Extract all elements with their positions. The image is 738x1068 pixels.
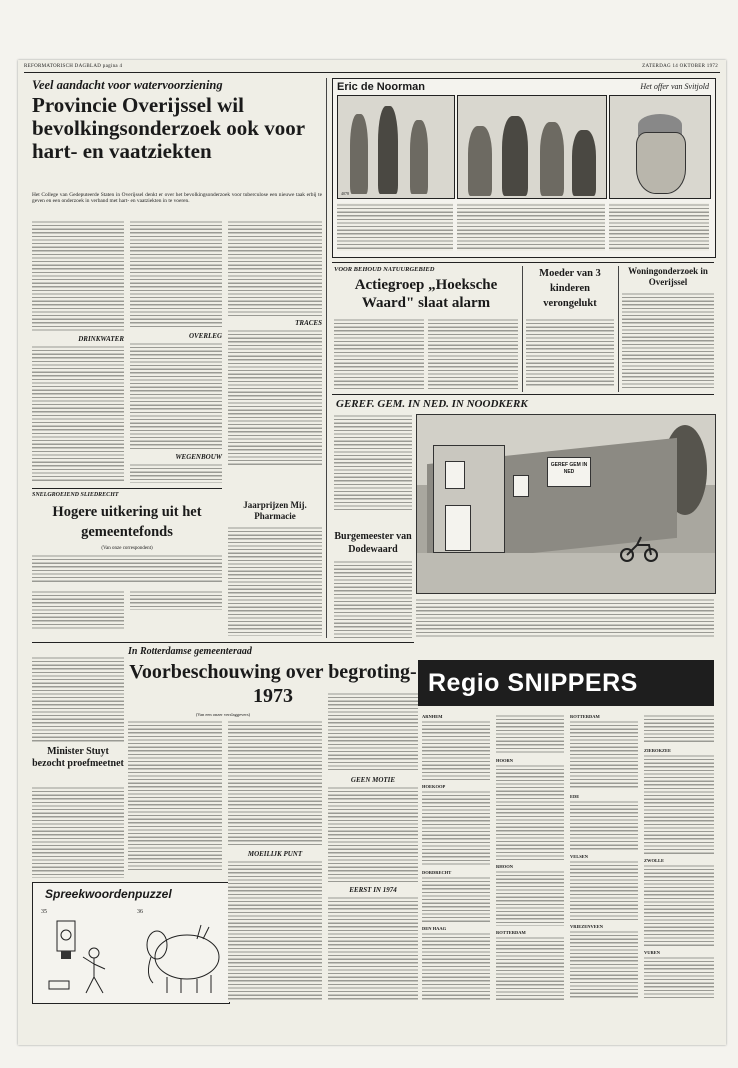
woning-headline: Woningonderzoek in Overijssel bbox=[628, 266, 708, 287]
subhead-drinkwater: DRINKWATER bbox=[78, 335, 124, 343]
sliedrecht-kicker: SNELGROEIEND SLIEDRECHT bbox=[32, 492, 119, 498]
puzzle-drawing-scale-man bbox=[39, 917, 129, 999]
overijssel-column-2 bbox=[130, 220, 222, 328]
paper-name: REFORMATORISCH DAGBLAD pagina 4 bbox=[24, 64, 123, 69]
rotterdam-col-2b bbox=[228, 860, 322, 1002]
regio-text bbox=[496, 764, 564, 860]
divider-3 bbox=[618, 266, 619, 392]
regio-text bbox=[644, 956, 714, 1000]
regio-snippers-banner: Regio SNIPPERS bbox=[418, 660, 714, 706]
regio-text bbox=[422, 720, 490, 780]
issue-date: ZATERDAG 14 OKTOBER 1972 bbox=[642, 64, 718, 69]
regio-town: HOEKOOP bbox=[422, 784, 446, 789]
hoeksche-col-cont bbox=[334, 414, 412, 512]
section-rule-4 bbox=[332, 394, 714, 395]
regio-town: ARNHEM bbox=[422, 714, 443, 719]
comic-panel-3 bbox=[609, 95, 711, 199]
regio-text bbox=[570, 930, 638, 1000]
section-rule-3 bbox=[332, 262, 714, 263]
masthead-rule bbox=[24, 72, 720, 73]
regio-town: VELSEN bbox=[570, 854, 589, 859]
comic-caption-2 bbox=[457, 203, 605, 251]
comic-strip bbox=[332, 78, 716, 258]
subhead-eerst-in-1974: EERST IN 1974 bbox=[349, 886, 397, 894]
regio-town: DEN HAAG bbox=[422, 926, 447, 931]
regio-col-3 bbox=[570, 714, 638, 1002]
church-caption bbox=[416, 598, 714, 638]
comic-title: Eric de Noorman bbox=[337, 81, 426, 93]
regio-text bbox=[422, 932, 490, 1000]
puzzle-drawing-elephant bbox=[137, 917, 225, 999]
regio-text bbox=[570, 860, 638, 920]
rotterdam-byline: (Van een onzer verslaggevers) bbox=[195, 712, 251, 717]
hoeksche-headline: Actiegroep „Hoeksche Waard" slaat alarm bbox=[354, 277, 498, 311]
hoeksche-col-1 bbox=[334, 318, 424, 390]
regio-text bbox=[644, 864, 714, 946]
rotterdam-headline: Voorbeschouwing over begroting-1973 bbox=[129, 661, 417, 707]
sliedrecht-col-1 bbox=[32, 590, 124, 630]
comic-caption-3 bbox=[609, 203, 709, 251]
section-rule bbox=[32, 488, 222, 489]
newspaper-page bbox=[18, 60, 726, 1045]
column-divider bbox=[326, 78, 327, 638]
regio-town: ROTTERDAM bbox=[496, 930, 526, 935]
rotterdam-col-2 bbox=[228, 720, 322, 846]
regio-text bbox=[570, 720, 638, 790]
sliedrecht-headline: Hogere uitkering uit het gemeentefonds bbox=[52, 504, 202, 540]
church-sign: GEREF GEM IN NED bbox=[547, 457, 591, 487]
regio-town: VRIEZENVEEN bbox=[570, 924, 604, 929]
subhead-traces: TRACES bbox=[295, 319, 322, 327]
sliedrecht-col-2 bbox=[130, 590, 222, 610]
overijssel-column-2b bbox=[130, 342, 222, 450]
woning-body bbox=[622, 292, 714, 388]
puzzle-number-1: 35 bbox=[41, 909, 47, 915]
overijssel-column-1b bbox=[32, 345, 124, 483]
pharmacie-body bbox=[228, 526, 322, 636]
regio-text bbox=[422, 876, 490, 922]
regio-town: ROTTERDAM bbox=[570, 714, 600, 719]
rotterdam-col-3b bbox=[328, 786, 418, 882]
regio-town: EDE bbox=[570, 794, 580, 799]
comic-number: 4078 bbox=[341, 191, 349, 196]
divider-2 bbox=[522, 266, 523, 392]
regio-col-2 bbox=[496, 714, 564, 1002]
comic-panel-1 bbox=[337, 95, 455, 199]
overijssel-column-3 bbox=[228, 220, 322, 316]
motorbike bbox=[619, 535, 659, 563]
regio-town: ZWOLLE bbox=[644, 858, 665, 863]
comic-subtitle: Het offer van Svitjold bbox=[640, 82, 709, 91]
regio-text bbox=[644, 754, 714, 854]
sliedrecht-col-1-cont bbox=[32, 656, 124, 742]
overijssel-headline: Provincie Overijssel wil bevolkingsonderzoek ook voor hart- en vaatziekten bbox=[32, 93, 305, 163]
overijssel-column-3b bbox=[228, 329, 322, 465]
regio-town: DORDRECHT bbox=[422, 870, 452, 875]
regio-text bbox=[496, 870, 564, 926]
regio-town: HOORN bbox=[496, 758, 514, 763]
regio-town: ZIEROKZEE bbox=[644, 748, 672, 753]
rotterdam-kicker: In Rotterdamse gemeenteraad bbox=[128, 646, 252, 657]
regio-text bbox=[644, 714, 714, 744]
hoeksche-kicker: VOOR BEHOUD NATUURGEBIED bbox=[334, 266, 435, 273]
comic-panel-2 bbox=[457, 95, 607, 199]
minister-body bbox=[32, 786, 124, 878]
rotterdam-col-1 bbox=[128, 720, 222, 870]
rotterdam-col-3 bbox=[328, 692, 418, 772]
subhead-overleg: OVERLEG bbox=[188, 332, 222, 340]
subhead-geen-motie: GEEN MOTIE bbox=[350, 776, 396, 784]
comic-caption-1 bbox=[337, 203, 453, 251]
hoeksche-col-2 bbox=[428, 318, 518, 390]
regio-text bbox=[496, 714, 564, 754]
puzzle-box bbox=[32, 882, 230, 1004]
dodewaard-body bbox=[334, 560, 412, 638]
overijssel-kicker: Veel aandacht voor watervoorziening bbox=[32, 78, 223, 92]
regio-col-4 bbox=[644, 714, 714, 1002]
church-photo bbox=[416, 414, 716, 594]
puzzle-title: Spreekwoordenpuzzel bbox=[45, 887, 172, 901]
overijssel-column-2c bbox=[130, 463, 222, 483]
section-rule-5 bbox=[32, 642, 414, 643]
sliedrecht-byline: (Van onze correspondent) bbox=[101, 546, 153, 551]
regio-text bbox=[570, 800, 638, 850]
regio-town: RHOON bbox=[496, 864, 514, 869]
overijssel-column-1 bbox=[32, 220, 124, 332]
minister-headline: Minister Stuyt bezocht proefmeetnet bbox=[32, 746, 124, 769]
kerk-headline: GEREF. GEM. IN NED. IN NOODKERK bbox=[336, 398, 528, 410]
subhead-moeilijk-punt: MOEILIJK PUNT bbox=[247, 850, 303, 858]
pharmacie-headline: Jaarprijzen Mij. Pharmacie bbox=[243, 500, 307, 521]
moeder-headline: Moeder van 3 kinderen verongelukt bbox=[539, 268, 601, 309]
regio-text bbox=[496, 936, 564, 1000]
regio-columns bbox=[422, 714, 714, 1002]
rotterdam-col-3c bbox=[328, 896, 418, 1002]
regio-text bbox=[422, 790, 490, 866]
regio-col-1 bbox=[422, 714, 490, 1002]
dodewaard-headline: Burgemeester van Dodewaard bbox=[334, 531, 412, 555]
regio-town: VUREN bbox=[644, 950, 661, 955]
sliedrecht-lead bbox=[32, 554, 222, 584]
subhead-wegenbouw: WEGENBOUW bbox=[175, 453, 222, 461]
puzzle-number-2: 36 bbox=[137, 909, 143, 915]
overijssel-lead: Het College van Gedeputeerde Staten in Overijssel denkt er over het bevolkingsonderzoek voor tuberculose een nieuwe taak erbij te geven en een onderzoek in verband met hart- en vaatziekten in te voeren. bbox=[32, 192, 322, 205]
moeder-body bbox=[526, 318, 614, 388]
